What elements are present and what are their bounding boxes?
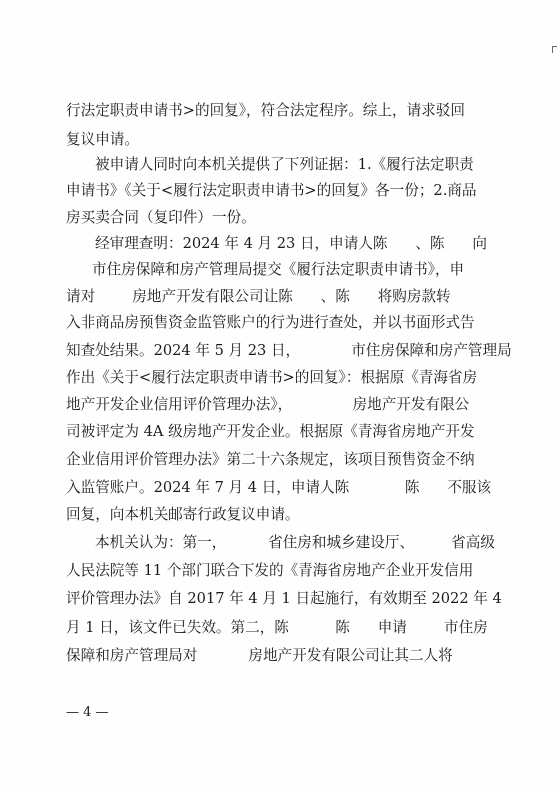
body-line-21: 保障和房产管理局对 房地产开发有限公司让其二人将 xyxy=(66,647,453,664)
body-line-2: 复议申请。 xyxy=(66,131,139,148)
body-line-13: 司被评定为 4A 级房地产开发企业。根据原《青海省房地产开发 xyxy=(66,423,475,440)
body-line-20: 月 1 日，该文件已失效。第二，陈 陈 申请 市住房 xyxy=(66,619,488,636)
body-line-4: 申请书》《关于<履行法定职责申请书>的回复》各一份；2.商品 xyxy=(66,182,477,199)
body-line-7: 市住房保障和房产管理局提交《履行法定职责申请书》，申 xyxy=(92,261,465,278)
body-line-19: 评价管理办法》自 2017 年 4 月 1 日起施行，有效期至 2022 年 4 xyxy=(66,590,502,607)
body-line-3: 被申请人同时向本机关提供了下列证据：1.《履行法定职责 xyxy=(95,156,474,173)
page-number: — 4 — xyxy=(66,705,109,720)
body-line-1: 行法定职责申请书>的回复》，符合法定程序。综上，请求驳回 xyxy=(66,102,465,119)
body-line-17: 本机关认为：第一， 省住房和城乡建设厅、 省高级 xyxy=(95,534,495,551)
body-line-14: 企业信用评价管理办法》第二十六条规定，该项目预售资金不纳 xyxy=(66,451,475,468)
body-line-6: 经审理查明：2024 年 4 月 23 日，申请人陈 、陈 向 xyxy=(95,235,487,252)
body-line-18: 人民法院等 11 个部门联合下发的《青海省房地产企业开发信用 xyxy=(66,562,474,579)
body-line-11: 作出《关于<履行法定职责申请书>的回复》：根据原《青海省房 xyxy=(66,369,478,386)
body-line-12: 地产开发企业信用评价管理办法》， 房地产开发有限公 xyxy=(66,396,470,413)
page-edge-mark xyxy=(552,46,557,53)
body-line-10: 知查处结果。2024 年 5 月 23 日， 市住房保障和房产管理局 xyxy=(66,342,512,359)
body-line-8: 请对 房地产开发有限公司让陈 、陈 将购房款转 xyxy=(66,288,451,305)
body-line-15: 入监管账户。2024 年 7 月 4 日，申请人陈 陈 不服该 xyxy=(66,479,492,496)
body-line-5: 房买卖合同（复印件）一份。 xyxy=(66,209,256,226)
body-line-16: 回复，向本机关邮寄行政复议申请。 xyxy=(66,506,300,523)
body-line-9: 入非商品房预售资金监管账户的行为进行查处，并以书面形式告 xyxy=(66,314,475,331)
